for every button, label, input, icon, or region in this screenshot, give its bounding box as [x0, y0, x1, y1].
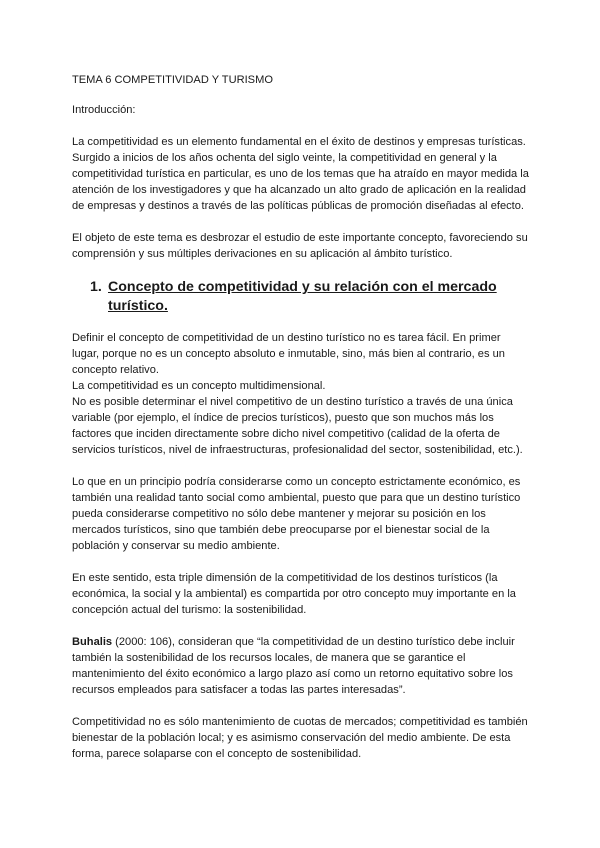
body-text-variables: No es posible determinar el nivel competitivo de un destino turístico a través de una única variable (por ejemplo, el índice de precios turísticos), puesto que son muchos más los factores que inciden directamente sobre dicho nivel competitivo (calidad de la oferta de servicios turísticos, nivel de infraestructuras, profesionalidad del sector, sostenibilidad, etc.). — [72, 396, 523, 456]
section-1-title: Concepto de competitividad y su relación con el mercado turístico. — [108, 279, 497, 314]
section-1-number: 1. — [90, 279, 102, 295]
body-paragraph-5: Competitividad no es sólo mantenimiento de cuotas de mercados; competitividad es también bienestar de la población local; y es asimismo conservación del medio ambiente. De esta forma, parece solaparse con el concepto de sostenibilidad. — [72, 716, 528, 760]
body-paragraph-2: Lo que en un principio podría considerarse como un concepto estrictamente económico, es también una realidad tanto social como ambiental, puesto que para que un destino turístico pueda considerarse competitivo no sólo debe mantener y mejorar su posición en los mercados turísticos, sino que también debe preocuparse por el bienestar social de la población y conservar su medio ambiente. — [72, 476, 521, 552]
body-paragraph-4 — [72, 634, 530, 698]
intro-paragraph-1: La competitividad es un elemento fundamental en el éxito de destinos y empresas turísticas. Surgido a inicios de los años ochenta del siglo veinte, la competitividad en general y la competitividad turística en particular, es uno de los temas que ha atraído en mayor medida la atención de los investigadores y que ha alcanzado un alto grado de aplicación en la realidad de empresas y destinos a través de las políticas públicas de promoción diseñadas al efecto. — [72, 136, 529, 212]
intro-label: Introducción: — [72, 104, 136, 116]
buhalis-quote: (2000: 106), consideran que “la competitividad de un destino turístico debe incluir también la sostenibilidad de los recursos locales, de manera que se garantice el mantenimiento del éxito económico a largo plazo así como un retorno equitativo sobre los recursos empleados para satisfacer a todas las partes interesadas”. — [72, 636, 515, 696]
body-paragraph-1 — [72, 330, 530, 458]
document-title: TEMA 6 COMPETITIVIDAD Y TURISMO — [72, 74, 273, 86]
body-paragraph-3: En este sentido, esta triple dimensión de la competitividad de los destinos turísticos (la económica, la social y la ambiental) es compartida por otro concepto muy importante en la concepción actual del turismo: la sostenibilidad. — [72, 572, 516, 616]
author-name: Buhalis — [72, 636, 113, 648]
intro-paragraph-2: El objeto de este tema es desbrozar el estudio de este importante concepto, favoreciendo su comprensión y sus múltiples derivaciones en su aplicación al ámbito turístico. — [72, 232, 528, 260]
body-text-definition: Definir el concepto de competitividad de un destino turístico no es tarea fácil. En primer lugar, porque no es un concepto absoluto e inmutable, sino, más bien al contrario, es un concepto relativo. — [72, 332, 505, 376]
section-1-heading — [90, 278, 530, 316]
body-text-multidimensional: La competitividad es un concepto multidimensional. — [72, 380, 326, 392]
